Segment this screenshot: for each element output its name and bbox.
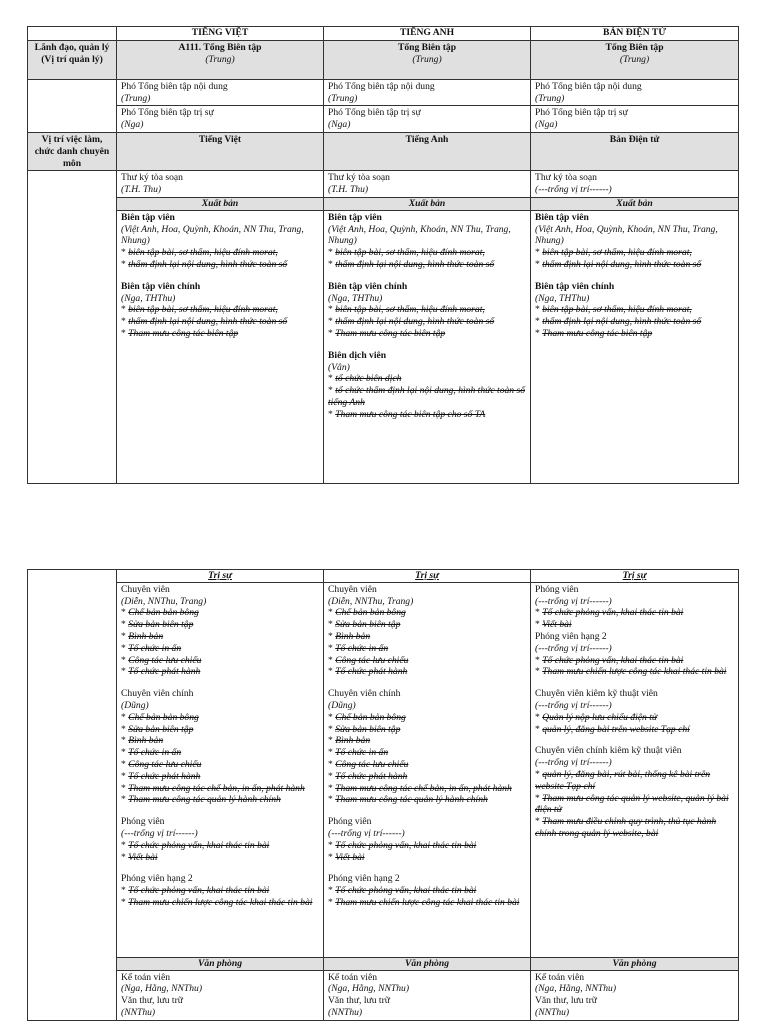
chief-editor-persons: (Nga, THThu) [121, 292, 176, 304]
deputy-content-el [531, 79, 739, 106]
deputy-admin-en [324, 106, 531, 133]
task-item: * thẩm định lại nội dung, hình thức toàn số [121, 258, 288, 270]
deputy-title: Phó Tổng biên tập nội dung [328, 80, 435, 92]
reporter-title: Phóng viên [328, 816, 372, 828]
deputy-admin-vn [117, 106, 324, 133]
task-item: * Tham mưu công tác biên tập [535, 327, 653, 339]
chief-editor-title: Biên tập viên chính [328, 280, 408, 292]
task-item: * Sửa bản biên tập [121, 723, 194, 735]
secretary-row [28, 171, 739, 198]
clerk-title: Văn thư, lưu trữ [328, 995, 390, 1007]
admin-cell-en [324, 582, 531, 957]
reporter2-persons: (---trống vị trí------) [535, 642, 612, 654]
accountant-persons: (Nga, Hằng, NNThu) [328, 983, 410, 995]
lead-person: (Trung) [619, 53, 650, 65]
task-item: * Tổ chức phỏng vấn, khai thác tin bài [328, 839, 477, 851]
secretary-vn [117, 171, 324, 198]
task-item: * Bình bản [328, 735, 371, 747]
task-item: * Tổ chức phỏng vấn, khai thác tin bài [535, 607, 684, 619]
task-item: * Chế bản bản bông [121, 711, 199, 723]
specialist-title: Chuyên viên [121, 583, 170, 595]
deputy-person: (Nga) [121, 119, 144, 131]
task-item: * Tham mưu chiến lược công tác khai thác tin bài [328, 896, 520, 908]
reporter-persons: (---trống vị trí------) [535, 595, 612, 607]
lead-title: A111. Tổng Biên tập [178, 41, 262, 53]
task-item: * Tổ chức in ấn [121, 642, 182, 654]
task-item: * Viết bài [121, 851, 158, 863]
secretary-person: (T.H. Thu) [121, 184, 162, 196]
task-item: * Chế bản bản bông [328, 711, 406, 723]
column-header-row [28, 27, 739, 41]
deputy-content-vn [117, 79, 324, 106]
office-cell-el [531, 970, 739, 1020]
task-item: * Công tác lưu chiểu [328, 654, 409, 666]
leadership-label: Lãnh đạo, quản lý (Vị trí quản lý) [28, 40, 117, 79]
task-item: * Tham mưu công tác biên tập [121, 327, 239, 339]
editor-persons: (Việt Anh, Hoa, Quỳnh, Khoán, NN Thu, Trang, Nhung) [535, 223, 718, 247]
left-label-cell [28, 570, 117, 1021]
chief-specialist-title: Chuyên viên chính [328, 688, 401, 700]
task-item: * quản lý, đăng bài trên website Tạp chí [535, 723, 690, 735]
office-cell-vn [117, 970, 324, 1020]
deputy-content-en [324, 79, 531, 106]
lead-title: Tổng Biên tập [397, 41, 457, 53]
task-item: * Bình bản [328, 630, 371, 642]
task-item: * Tổ chức phỏng vấn, khai thác tin bài [121, 839, 270, 851]
admin-cell-el [531, 582, 739, 957]
section-publishing: Xuất bản [117, 197, 324, 210]
task-item: * Tham mưu điều chỉnh quy trình, thủ tục hành chính trong quản lý website, bài [535, 816, 717, 839]
editor-persons: (Việt Anh, Hoa, Quỳnh, Khoán, NN Thu, Trang, Nhung) [121, 223, 304, 247]
section-office: Văn phòng [324, 957, 531, 970]
secretary-el [531, 171, 739, 198]
tech-persons: (---trống vị trí------) [535, 699, 612, 711]
editor-row [28, 210, 739, 483]
task-item: * thẩm định lại nội dung, hình thức toàn số [328, 316, 495, 328]
task-item: * Sửa bản biên tập [328, 619, 401, 631]
admin-content-row [28, 582, 739, 957]
task-item: * Tham mưu công tác quản lý hành chính [121, 794, 281, 806]
translator-persons: (Vân) [328, 361, 350, 373]
role-header-row [28, 132, 739, 170]
publishing-section-row [28, 197, 739, 210]
reporter-title: Phóng viên [121, 816, 165, 828]
editor-cell-el [531, 210, 739, 483]
chief-editor-persons: (Nga, THThu) [328, 292, 383, 304]
editor-title: Biên tập viên [535, 211, 589, 223]
secretary-title: Thư ký tòa soạn [535, 172, 597, 184]
accountant-persons: (Nga, Hằng, NNThu) [121, 983, 203, 995]
task-item: * Sửa bản biên tập [328, 723, 401, 735]
specialist-persons: (Diễn, NNThu, Trang) [121, 595, 207, 607]
clerk-persons: (NNThu) [121, 1006, 156, 1018]
secretary-person: (---trống vị trí------) [535, 184, 612, 196]
task-item: * Tham mưu công tác quản lý website, quản lý bài điện tử [535, 792, 729, 816]
secretary-title: Thư ký tòa soạn [328, 172, 390, 184]
section-admin: Trị sự [117, 570, 324, 583]
task-item: * Tham mưu công tác chế bản, in ấn, phát hành [328, 782, 512, 794]
clerk-persons: (NNThu) [535, 1006, 570, 1018]
accountant-persons: (Nga, Hằng, NNThu) [535, 983, 617, 995]
task-item: * Tổ chức in ấn [328, 642, 389, 654]
clerk-title: Văn thư, lưu trữ [121, 995, 183, 1007]
task-item: * quản lý, đăng bài, rút bài, thống kê bài trên website Tạp chí [535, 768, 711, 792]
office-content-row [28, 970, 739, 1020]
office-cell-en [324, 970, 531, 1020]
org-table-top [27, 26, 739, 484]
reporter2-title: Phóng viên hạng 2 [328, 873, 400, 885]
task-item: * thẩm định lại nội dung, hình thức toàn số [535, 316, 702, 328]
task-item: * Quản lý nộp lưu chiểu điện tử [535, 711, 658, 723]
deputy-person: (Trung) [535, 92, 565, 104]
translator-title: Biên dịch viên [328, 349, 387, 361]
role-label-cell [28, 171, 117, 483]
tech-title: Chuyên viên kiêm kỹ thuật viên [535, 688, 658, 700]
task-item: * Tổ chức phát hành [328, 770, 408, 782]
reporter-persons: (---trống vị trí------) [121, 827, 198, 839]
chief-editor-title: Biên tập viên chính [535, 280, 615, 292]
task-item: * biên tập bài, sơ thẩm, hiệu đính morat, [535, 304, 692, 316]
task-item: * tổ chức biên dịch [328, 373, 402, 385]
editor-title: Biên tập viên [121, 211, 175, 223]
task-item: * Tổ chức phát hành [121, 666, 201, 678]
admin-section-row [28, 570, 739, 583]
task-item: * Sửa bản biên tập [121, 619, 194, 631]
task-item: * Công tác lưu chiểu [121, 758, 202, 770]
chief-editor-persons: (Nga, THThu) [535, 292, 590, 304]
deputy-label-cell [28, 79, 117, 132]
task-item: * Chế bản bản bông [328, 607, 406, 619]
specialist-persons: (Diễn, NNThu, Trang) [328, 595, 414, 607]
accountant-title: Kế toán viên [328, 971, 378, 983]
secretary-en [324, 171, 531, 198]
section-admin: Trị sự [324, 570, 531, 583]
deputy-admin-row [28, 106, 739, 133]
specialist-title: Chuyên viên [328, 583, 377, 595]
task-item: * Tham mưu chiến lược công tác khai thác tin bài [535, 666, 727, 678]
office-section-row [28, 957, 739, 970]
header-vietnamese: TIẾNG VIỆT [117, 27, 324, 41]
task-item: * Chế bản bản bông [121, 607, 199, 619]
task-item: * Tổ chức phát hành [121, 770, 201, 782]
accountant-title: Kế toán viên [121, 971, 171, 983]
reporter-persons: (---trống vị trí------) [328, 827, 405, 839]
section-office: Văn phòng [117, 957, 324, 970]
task-item: * Tổ chức phát hành [328, 666, 408, 678]
lead-person: (Trung) [205, 53, 235, 65]
task-item: * Viết bài [328, 851, 365, 863]
section-office: Văn phòng [531, 957, 739, 970]
task-item: * Tổ chức in ấn [121, 747, 182, 759]
deputy-person: (Trung) [121, 92, 151, 104]
task-item: * biên tập bài, sơ thẩm, hiệu đính morat, [121, 247, 278, 259]
editor-title: Biên tập viên [328, 211, 382, 223]
header-electronic: BẢN ĐIỆN TỬ [531, 27, 739, 41]
leadership-row [28, 40, 739, 79]
task-item: * Bình bản [121, 630, 164, 642]
org-table-bottom [27, 569, 739, 1021]
task-item: * Tham mưu công tác biên tập [328, 327, 446, 339]
chief-tech-title: Chuyên viên chính kiêm kỹ thuật viên [535, 745, 682, 757]
section-publishing: Xuất bản [531, 197, 739, 210]
deputy-title: Phó Tổng biên tập trị sự [328, 107, 421, 119]
task-item: * thẩm định lại nội dung, hình thức toàn số [535, 258, 702, 270]
task-item: * thẩm định lại nội dung, hình thức toàn số [328, 258, 495, 270]
task-item: * Tổ chức in ấn [328, 747, 389, 759]
task-item: * Tham mưu công tác biên tập cho số TA [328, 408, 486, 420]
deputy-person: (Nga) [328, 119, 351, 131]
task-item: * tổ chức thẩm định lại nội dung, hình thức toàn số tiếng Anh [328, 385, 526, 408]
deputy-title: Phó Tổng biên tập nội dung [121, 80, 228, 92]
chief-specialist-title: Chuyên viên chính [121, 688, 194, 700]
editor-cell-en [324, 210, 531, 483]
editor-persons: (Việt Anh, Hoa, Quỳnh, Khoán, NN Thu, Trang, Nhung) [328, 223, 511, 247]
reporter2-title: Phóng viên hạng 2 [121, 873, 193, 885]
task-item: * thẩm định lại nội dung, hình thức toàn số [121, 316, 288, 328]
task-item: * Công tác lưu chiểu [328, 758, 409, 770]
deputy-title: Phó Tổng biên tập trị sự [535, 107, 628, 119]
lead-cell-en [324, 40, 531, 79]
task-item: * biên tập bài, sơ thẩm, hiệu đính morat, [328, 247, 485, 259]
editor-cell-vn [117, 210, 324, 483]
reporter-title: Phóng viên [535, 583, 579, 595]
role-header-vn: Tiếng Việt [117, 132, 324, 170]
lead-title: Tổng Biên tập [605, 41, 664, 53]
chief-editor-title: Biên tập viên chính [121, 280, 201, 292]
task-item: * Tham mưu công tác chế bản, in ấn, phát hành [121, 782, 305, 794]
accountant-title: Kế toán viên [535, 971, 585, 983]
task-item: * Tham mưu công tác quản lý hành chính [328, 794, 488, 806]
lead-cell-vn [117, 40, 324, 79]
section-admin: Trị sự [531, 570, 739, 583]
corner-cell [28, 27, 117, 41]
lead-cell-el [531, 40, 739, 79]
task-item: * Công tác lưu chiểu [121, 654, 202, 666]
task-item: * biên tập bài, sơ thẩm, hiệu đính morat, [535, 247, 692, 259]
chief-specialist-persons: (Dũng) [328, 699, 356, 711]
task-item: * biên tập bài, sơ thẩm, hiệu đính morat, [121, 304, 278, 316]
task-item: * Tham mưu chiến lược công tác khai thác tin bài [121, 896, 313, 908]
deputy-content-row [28, 79, 739, 106]
chief-tech-persons: (---trống vị trí------) [535, 757, 612, 769]
role-label: Vị trí việc làm, chức danh chuyên môn [28, 132, 117, 170]
task-item: * Tổ chức phỏng vấn, khai thác tin bài [121, 885, 270, 897]
role-header-en: Tiếng Anh [324, 132, 531, 170]
role-header-el: Bản Điện tử [531, 132, 739, 170]
task-item: * Tổ chức phỏng vấn, khai thác tin bài [328, 885, 477, 897]
chief-specialist-persons: (Dũng) [121, 699, 149, 711]
reporter2-title: Phóng viên hạng 2 [535, 630, 607, 642]
task-item: * Tổ chức phỏng vấn, khai thác tin bài [535, 654, 684, 666]
deputy-title: Phó Tổng biên tập nội dung [535, 80, 642, 92]
deputy-title: Phó Tổng biên tập trị sự [121, 107, 214, 119]
deputy-person: (Nga) [535, 119, 558, 131]
deputy-admin-el [531, 106, 739, 133]
header-english: TIẾNG ANH [324, 27, 531, 41]
task-item: * Bình bản [121, 735, 164, 747]
clerk-persons: (NNThu) [328, 1006, 363, 1018]
task-item: * Viết bài [535, 619, 572, 631]
section-publishing: Xuất bản [324, 197, 531, 210]
clerk-title: Văn thư, lưu trữ [535, 995, 597, 1007]
secretary-title: Thư ký tòa soạn [121, 172, 183, 184]
deputy-person: (Trung) [328, 92, 358, 104]
admin-cell-vn [117, 582, 324, 957]
secretary-person: (T.H. Thu) [328, 184, 369, 196]
lead-person: (Trung) [412, 53, 442, 65]
task-item: * biên tập bài, sơ thẩm, hiệu đính morat, [328, 304, 485, 316]
